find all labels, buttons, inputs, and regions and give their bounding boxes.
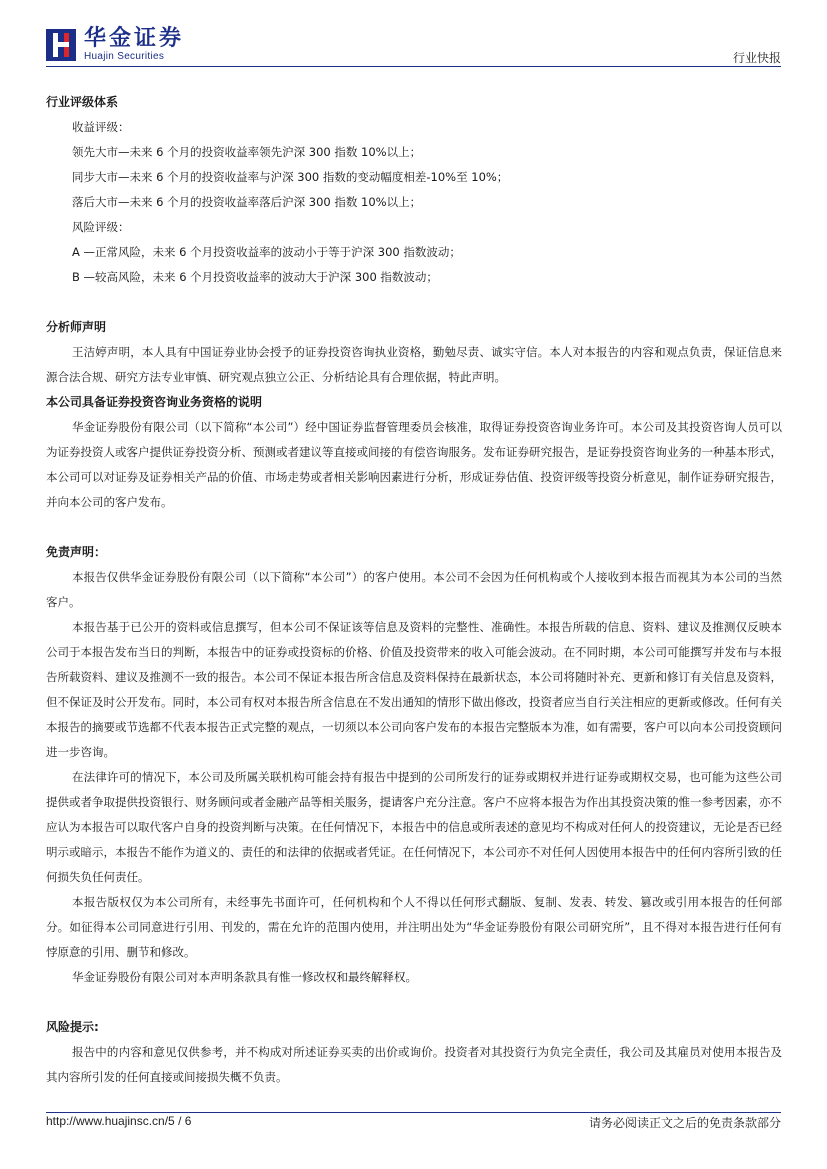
section-title: 行业评级体系 (46, 95, 119, 109)
rating-line: 风险评级： (72, 220, 130, 234)
section-title: 风险提示: (46, 1020, 99, 1034)
analyst-statement-section (46, 315, 782, 390)
paragraph: 华金证券股份有限公司（以下简称“本公司”）经中国证券监督管理委员会核准，取得证券投资咨询业务许可。本公司及其投资咨询人员可以为证券投资人或客户提供证券投资分析、预测或者建议等直接或间接的有偿咨询服务。发布证券研究报告，是证券投资咨询业务的一种基本形式，本公司可以对证券及证券相关产品的价值、市场走势或者相关影响因素进行分析，形成证券估值、投资评级等投资分析意见，制作证券研究报告，并向本公司的客户发布。 (46, 420, 782, 509)
footer-divider (46, 1112, 781, 1113)
logo-english-name: Huajin Securities (84, 51, 165, 62)
huajin-logo-icon (46, 29, 76, 61)
qualification-section (46, 390, 782, 515)
paragraph: 本报告基于已公开的资料或信息撰写，但本公司不保证该等信息及资料的完整性、准确性。本报告所载的信息、资料、建议及推测仅反映本公司于本报告发布当日的判断，本报告中的证券或投资标的价格、价值及投资带来的收入可能会波动。在不同时期，本公司可能撰写并发布与本报告所载资料、建议及推测不一致的报告。本公司不保证本报告所含信息及资料保持在最新状态，本公司将随时补充、更新和修订有关信息及资料，但不保证及时公开发布。同时，本公司有权对本报告所含信息在不发出通知的情形下做出修改，投资者应当自行关注相应的更新或修改。任何有关本报告的摘要或节选都不代表本报告正式完整的观点，一切须以本公司向客户发布的本报告完整版本为准，如有需要，客户可以向本公司投资顾问进一步咨询。 (46, 620, 782, 759)
rating-line: 领先大市—未来 6 个月的投资收益率领先沪深 300 指数 10%以上； (72, 145, 422, 159)
paragraph: 王洁婷声明，本人具有中国证券业协会授予的证券投资咨询执业资格，勤勉尽责、诚实守信。本人对本报告的内容和观点负责，保证信息来源合法合规、研究方法专业审慎、研究观点独立公正、分析结论具有合理依据，特此声明。 (46, 345, 782, 384)
logo-chinese-name: 华金证券 (84, 26, 185, 51)
paragraph: 本报告仅供华金证券股份有限公司（以下简称“本公司”）的客户使用。本公司不会因为任何机构或个人接收到本报告而视其为本公司的当然客户。 (46, 570, 782, 609)
rating-line: 同步大市—未来 6 个月的投资收益率与沪深 300 指数的变动幅度相差-10%至 10%； (72, 170, 509, 184)
report-type-label: 行业快报 (732, 51, 781, 65)
paragraph: 本报告版权仅为本公司所有，未经事先书面许可，任何机构和个人不得以任何形式翻版、复制、发表、转发、篡改或引用本报告的任何部分。如征得本公司同意进行引用、刊发的，需在允许的范围内使用，并注明出处为“华金证券股份有限公司研究所”，且不得对本报告进行任何有悖原意的引用、删节和修改。 (46, 895, 782, 959)
risk-warning-section (46, 1015, 782, 1090)
rating-line: B —较高风险，未来 6 个月投资收益率的波动大于沪深 300 指数波动； (72, 270, 438, 284)
spacer (46, 515, 782, 540)
spacer (46, 290, 782, 315)
paragraph: 报告中的内容和意见仅供参考，并不构成对所述证券买卖的出价或询价。投资者对其投资行为负完全责任，我公司及其雇员对使用本报告及其内容所引发的任何直接或间接损失概不负责。 (46, 1045, 782, 1084)
rating-line: A —正常风险，未来 6 个月投资收益率的波动小于等于沪深 300 指数波动； (72, 245, 461, 259)
section-title: 本公司具备证券投资咨询业务资格的说明 (46, 395, 263, 409)
rating-system-section (46, 90, 782, 290)
rating-line: 落后大市—未来 6 个月的投资收益率落后沪深 300 指数 10%以上； (72, 195, 422, 209)
disclaimer-section (46, 540, 782, 990)
header-divider (46, 66, 781, 67)
paragraph: 在法律许可的情况下，本公司及所属关联机构可能会持有报告中提到的公司所发行的证券或期权并进行证券或期权交易，也可能为这些公司提供或者争取提供投资银行、财务顾问或者金融产品等相关服务，提请客户充分注意。客户不应将本报告为作出其投资决策的惟一参考因素，亦不应认为本报告可以取代客户自身的投资判断与决策。在任何情况下，本报告中的信息或所表述的意见均不构成对任何人的投资建议，无论是否已经明示或暗示，本报告不能作为道义的、责任的和法律的依据或者凭证。在任何情况下，本公司亦不对任何人因使用本报告中的任何内容所引致的任何损失负任何责任。 (46, 770, 782, 884)
paragraph: 华金证券股份有限公司对本声明条款具有惟一修改权和最终解释权。 (72, 970, 417, 984)
spacer (46, 990, 782, 1015)
rating-line: 收益评级： (72, 120, 130, 134)
footer-notice: 请务必阅读正文之后的免责条款部分 (588, 1116, 781, 1130)
document-body (46, 90, 782, 1090)
section-title: 免责声明： (46, 545, 107, 559)
section-title: 分析师声明 (46, 320, 107, 334)
footer-url-page: http://www.huajinsc.cn/5 / 6 (46, 1114, 192, 1128)
